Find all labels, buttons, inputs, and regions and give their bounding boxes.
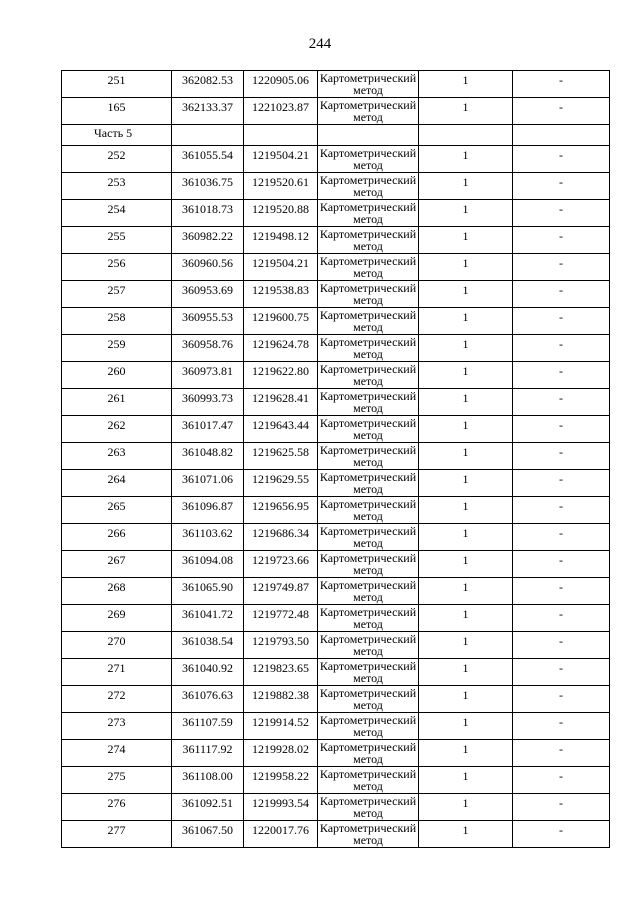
y-coordinate-cell: 1219772.48	[244, 605, 318, 632]
table-row	[62, 740, 610, 767]
x-coordinate-cell: 360982.22	[172, 227, 244, 254]
x-coordinate-cell: 361071.06	[172, 470, 244, 497]
empty-cell	[318, 125, 419, 146]
y-coordinate-cell: 1219504.21	[244, 146, 318, 173]
table-row	[62, 200, 610, 227]
point-number-cell: 270	[62, 632, 172, 659]
x-coordinate-cell: 361055.54	[172, 146, 244, 173]
table-row	[62, 578, 610, 605]
y-coordinate-cell: 1219656.95	[244, 497, 318, 524]
y-coordinate-cell: 1219993.54	[244, 794, 318, 821]
table-row	[62, 821, 610, 848]
y-coordinate-cell: 1219629.55	[244, 470, 318, 497]
table-row	[62, 254, 610, 281]
y-coordinate-cell: 1219628.41	[244, 389, 318, 416]
point-number-cell: 271	[62, 659, 172, 686]
y-coordinate-cell: 1219643.44	[244, 416, 318, 443]
accuracy-cell: 1	[419, 713, 513, 740]
note-cell: -	[513, 821, 610, 848]
note-cell: -	[513, 254, 610, 281]
method-cell: Картометрический метод	[318, 308, 419, 335]
y-coordinate-cell: 1219538.83	[244, 281, 318, 308]
y-coordinate-cell: 1220017.76	[244, 821, 318, 848]
method-cell: Картометрический метод	[318, 200, 419, 227]
method-cell: Картометрический метод	[318, 686, 419, 713]
x-coordinate-cell: 361107.59	[172, 713, 244, 740]
empty-cell	[244, 125, 318, 146]
point-number-cell: 262	[62, 416, 172, 443]
x-coordinate-cell: 361041.72	[172, 605, 244, 632]
x-coordinate-cell: 360960.56	[172, 254, 244, 281]
method-cell: Картометрический метод	[318, 389, 419, 416]
table-row	[62, 794, 610, 821]
table-row	[62, 713, 610, 740]
note-cell: -	[513, 173, 610, 200]
table-row	[62, 632, 610, 659]
note-cell: -	[513, 470, 610, 497]
accuracy-cell: 1	[419, 740, 513, 767]
method-cell: Картометрический метод	[318, 281, 419, 308]
method-cell: Картометрический метод	[318, 146, 419, 173]
y-coordinate-cell: 1219793.50	[244, 632, 318, 659]
method-cell: Картометрический метод	[318, 416, 419, 443]
x-coordinate-cell: 361038.54	[172, 632, 244, 659]
table-row	[62, 362, 610, 389]
x-coordinate-cell: 360953.69	[172, 281, 244, 308]
table-row	[62, 524, 610, 551]
note-cell: -	[513, 713, 610, 740]
y-coordinate-cell: 1219914.52	[244, 713, 318, 740]
point-number-cell: 263	[62, 443, 172, 470]
point-number-cell: 268	[62, 578, 172, 605]
accuracy-cell: 1	[419, 416, 513, 443]
y-coordinate-cell: 1219498.12	[244, 227, 318, 254]
point-number-cell: 274	[62, 740, 172, 767]
table-row	[62, 98, 610, 125]
table-row	[62, 146, 610, 173]
accuracy-cell: 1	[419, 551, 513, 578]
x-coordinate-cell: 360993.73	[172, 389, 244, 416]
note-cell: -	[513, 308, 610, 335]
x-coordinate-cell: 361065.90	[172, 578, 244, 605]
method-cell: Картометрический метод	[318, 713, 419, 740]
y-coordinate-cell: 1219723.66	[244, 551, 318, 578]
point-number-cell: 257	[62, 281, 172, 308]
point-number-cell: 266	[62, 524, 172, 551]
y-coordinate-cell: 1221023.87	[244, 98, 318, 125]
table-row	[62, 335, 610, 362]
method-cell: Картометрический метод	[318, 767, 419, 794]
point-number-cell: 252	[62, 146, 172, 173]
method-cell: Картометрический метод	[318, 578, 419, 605]
table-part-section	[62, 125, 610, 146]
table-row	[62, 659, 610, 686]
accuracy-cell: 1	[419, 281, 513, 308]
method-cell: Картометрический метод	[318, 551, 419, 578]
table-row	[62, 767, 610, 794]
note-cell: -	[513, 632, 610, 659]
note-cell: -	[513, 200, 610, 227]
accuracy-cell: 1	[419, 308, 513, 335]
table-row	[62, 497, 610, 524]
x-coordinate-cell: 361017.47	[172, 416, 244, 443]
x-coordinate-cell: 362133.37	[172, 98, 244, 125]
method-cell: Картометрический метод	[318, 173, 419, 200]
part-row	[62, 125, 610, 146]
method-cell: Картометрический метод	[318, 659, 419, 686]
method-cell: Картометрический метод	[318, 71, 419, 98]
coordinates-table	[61, 70, 610, 848]
x-coordinate-cell: 361018.73	[172, 200, 244, 227]
accuracy-cell: 1	[419, 146, 513, 173]
accuracy-cell: 1	[419, 497, 513, 524]
note-cell: -	[513, 146, 610, 173]
note-cell: -	[513, 362, 610, 389]
accuracy-cell: 1	[419, 632, 513, 659]
note-cell: -	[513, 524, 610, 551]
y-coordinate-cell: 1219823.65	[244, 659, 318, 686]
accuracy-cell: 1	[419, 173, 513, 200]
point-number-cell: 265	[62, 497, 172, 524]
x-coordinate-cell: 360958.76	[172, 335, 244, 362]
point-number-cell: 261	[62, 389, 172, 416]
table-body-before-part	[62, 71, 610, 125]
note-cell: -	[513, 281, 610, 308]
point-number-cell: 256	[62, 254, 172, 281]
point-number-cell: 259	[62, 335, 172, 362]
accuracy-cell: 1	[419, 821, 513, 848]
accuracy-cell: 1	[419, 524, 513, 551]
note-cell: -	[513, 335, 610, 362]
point-number-cell: 272	[62, 686, 172, 713]
method-cell: Картометрический метод	[318, 254, 419, 281]
accuracy-cell: 1	[419, 200, 513, 227]
note-cell: -	[513, 71, 610, 98]
x-coordinate-cell: 360973.81	[172, 362, 244, 389]
table-row	[62, 227, 610, 254]
accuracy-cell: 1	[419, 71, 513, 98]
x-coordinate-cell: 361036.75	[172, 173, 244, 200]
y-coordinate-cell: 1219520.61	[244, 173, 318, 200]
x-coordinate-cell: 361092.51	[172, 794, 244, 821]
method-cell: Картометрический метод	[318, 98, 419, 125]
table-row	[62, 173, 610, 200]
x-coordinate-cell: 361103.62	[172, 524, 244, 551]
point-number-cell: 260	[62, 362, 172, 389]
y-coordinate-cell: 1220905.06	[244, 71, 318, 98]
note-cell: -	[513, 443, 610, 470]
point-number-cell: 254	[62, 200, 172, 227]
note-cell: -	[513, 389, 610, 416]
note-cell: -	[513, 227, 610, 254]
table-body-after-part	[62, 146, 610, 848]
point-number-cell: 277	[62, 821, 172, 848]
table-row	[62, 308, 610, 335]
y-coordinate-cell: 1219928.02	[244, 740, 318, 767]
empty-cell	[513, 125, 610, 146]
y-coordinate-cell: 1219749.87	[244, 578, 318, 605]
y-coordinate-cell: 1219520.88	[244, 200, 318, 227]
point-number-cell: 273	[62, 713, 172, 740]
note-cell: -	[513, 740, 610, 767]
y-coordinate-cell: 1219622.80	[244, 362, 318, 389]
point-number-cell: 275	[62, 767, 172, 794]
table-row	[62, 470, 610, 497]
note-cell: -	[513, 686, 610, 713]
table-row	[62, 443, 610, 470]
note-cell: -	[513, 416, 610, 443]
table-row	[62, 551, 610, 578]
point-number-cell: 258	[62, 308, 172, 335]
table-row	[62, 281, 610, 308]
y-coordinate-cell: 1219504.21	[244, 254, 318, 281]
point-number-cell: 264	[62, 470, 172, 497]
accuracy-cell: 1	[419, 98, 513, 125]
accuracy-cell: 1	[419, 767, 513, 794]
method-cell: Картометрический метод	[318, 524, 419, 551]
y-coordinate-cell: 1219625.58	[244, 443, 318, 470]
accuracy-cell: 1	[419, 659, 513, 686]
table-row	[62, 686, 610, 713]
method-cell: Картометрический метод	[318, 443, 419, 470]
method-cell: Картометрический метод	[318, 362, 419, 389]
point-number-cell: 253	[62, 173, 172, 200]
accuracy-cell: 1	[419, 578, 513, 605]
point-number-cell: 269	[62, 605, 172, 632]
note-cell: -	[513, 767, 610, 794]
note-cell: -	[513, 794, 610, 821]
point-number-cell: 165	[62, 98, 172, 125]
note-cell: -	[513, 659, 610, 686]
x-coordinate-cell: 361048.82	[172, 443, 244, 470]
x-coordinate-cell: 361108.00	[172, 767, 244, 794]
method-cell: Картометрический метод	[318, 605, 419, 632]
accuracy-cell: 1	[419, 362, 513, 389]
x-coordinate-cell: 361096.87	[172, 497, 244, 524]
x-coordinate-cell: 361094.08	[172, 551, 244, 578]
accuracy-cell: 1	[419, 470, 513, 497]
x-coordinate-cell: 360955.53	[172, 308, 244, 335]
method-cell: Картометрический метод	[318, 227, 419, 254]
note-cell: -	[513, 98, 610, 125]
method-cell: Картометрический метод	[318, 794, 419, 821]
y-coordinate-cell: 1219882.38	[244, 686, 318, 713]
method-cell: Картометрический метод	[318, 497, 419, 524]
table-row	[62, 416, 610, 443]
accuracy-cell: 1	[419, 686, 513, 713]
point-number-cell: 251	[62, 71, 172, 98]
method-cell: Картометрический метод	[318, 335, 419, 362]
accuracy-cell: 1	[419, 443, 513, 470]
x-coordinate-cell: 362082.53	[172, 71, 244, 98]
x-coordinate-cell: 361076.63	[172, 686, 244, 713]
page-number: 244	[308, 36, 332, 52]
x-coordinate-cell: 361117.92	[172, 740, 244, 767]
y-coordinate-cell: 1219600.75	[244, 308, 318, 335]
note-cell: -	[513, 551, 610, 578]
table-row	[62, 71, 610, 98]
accuracy-cell: 1	[419, 605, 513, 632]
empty-cell	[419, 125, 513, 146]
x-coordinate-cell: 361040.92	[172, 659, 244, 686]
accuracy-cell: 1	[419, 389, 513, 416]
point-number-cell: 276	[62, 794, 172, 821]
point-number-cell: 267	[62, 551, 172, 578]
method-cell: Картометрический метод	[318, 470, 419, 497]
accuracy-cell: 1	[419, 227, 513, 254]
point-number-cell: 255	[62, 227, 172, 254]
accuracy-cell: 1	[419, 794, 513, 821]
y-coordinate-cell: 1219686.34	[244, 524, 318, 551]
note-cell: -	[513, 497, 610, 524]
method-cell: Картометрический метод	[318, 632, 419, 659]
x-coordinate-cell: 361067.50	[172, 821, 244, 848]
y-coordinate-cell: 1219624.78	[244, 335, 318, 362]
empty-cell	[172, 125, 244, 146]
method-cell: Картометрический метод	[318, 740, 419, 767]
table-row	[62, 389, 610, 416]
table-row	[62, 605, 610, 632]
accuracy-cell: 1	[419, 254, 513, 281]
method-cell: Картометрический метод	[318, 821, 419, 848]
y-coordinate-cell: 1219958.22	[244, 767, 318, 794]
note-cell: -	[513, 605, 610, 632]
part-label: Часть 5	[62, 125, 172, 146]
note-cell: -	[513, 578, 610, 605]
accuracy-cell: 1	[419, 335, 513, 362]
